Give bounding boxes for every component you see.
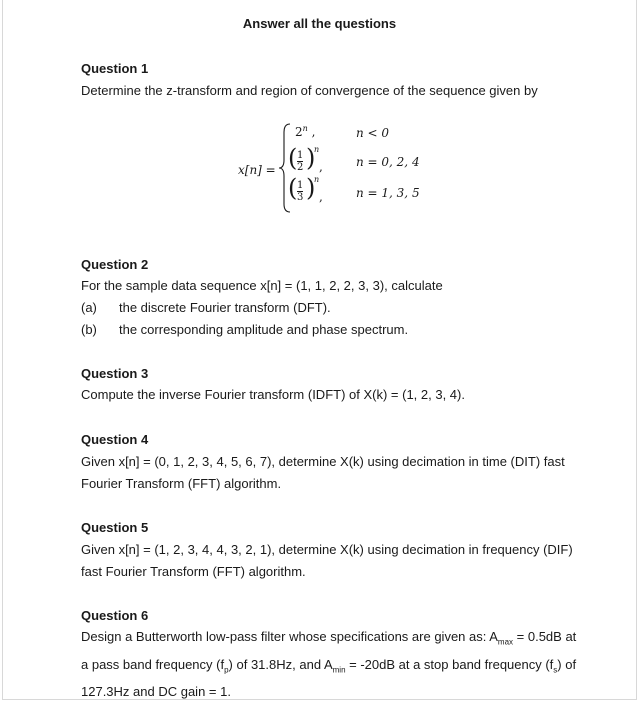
question-2-item-b: (b) the corresponding amplitude and phase spectrum. bbox=[81, 322, 409, 337]
question-6-heading: Question 6 bbox=[81, 608, 149, 623]
piecewise-equation: x[n] = $2^n$ , n < 0 ( $\frac{1}{2}$ ) n , n = 0, 2, 4 ( $\frac{1}{3}$ ) n , n = 1, 3, 5 bbox=[238, 118, 438, 218]
page-title: Answer all the questions bbox=[242, 16, 397, 31]
question-3-text: Compute the inverse Fourier transform (IDFT) of X(k) = (1, 2, 3, 4). bbox=[81, 387, 465, 402]
question-5-text: Given x[n] = (1, 2, 3, 4, 4, 3, 2, 1), determine X(k) using decimation in frequency (DIF) fast Fourier Transform (FFT) algorithm. bbox=[81, 542, 573, 579]
page-frame bbox=[2, 0, 637, 700]
question-5-heading: Question 5 bbox=[81, 520, 149, 535]
question-4-heading: Question 4 bbox=[81, 432, 149, 447]
question-2-item-a: (a) the discrete Fourier transform (DFT). bbox=[81, 300, 331, 315]
question-2-heading: Question 2 bbox=[81, 257, 149, 272]
question-6-text: Design a Butterworth low-pass filter whose specifications are given as: $A_{max} = 0.5dB$ at a pass band frequency $(f_p)$ of 31.8Hz, and $A_{min} = -20dB$ at a stop band frequency $(f_s)$ of 127.3Hz and DC gain = 1. bbox=[81, 629, 577, 700]
case-1-expr: 2$^n$ , bbox=[295, 124, 316, 139]
equation-lhs: x[n] = bbox=[238, 163, 276, 177]
question-2-text: For the sample data sequence x[n] = (1, 1, 2, 2, 3, 3), calculate bbox=[81, 278, 443, 293]
question-1-text: Determine the z-transform and region of convergence of the sequence given by bbox=[81, 83, 538, 98]
question-3-heading: Question 3 bbox=[81, 366, 149, 381]
question-1-heading: Question 1 bbox=[81, 61, 149, 76]
case-3-condition: n = 1, 3, 5 bbox=[356, 186, 420, 200]
question-4-text: Given x[n] = (0, 1, 2, 3, 4, 5, 6, 7), determine X(k) using decimation in time (DIT) fast Fourier Transform (FFT) algorithm. bbox=[81, 454, 565, 491]
case-2-condition: n = 0, 2, 4 bbox=[356, 155, 420, 169]
case-1-condition: n < 0 bbox=[356, 126, 390, 140]
